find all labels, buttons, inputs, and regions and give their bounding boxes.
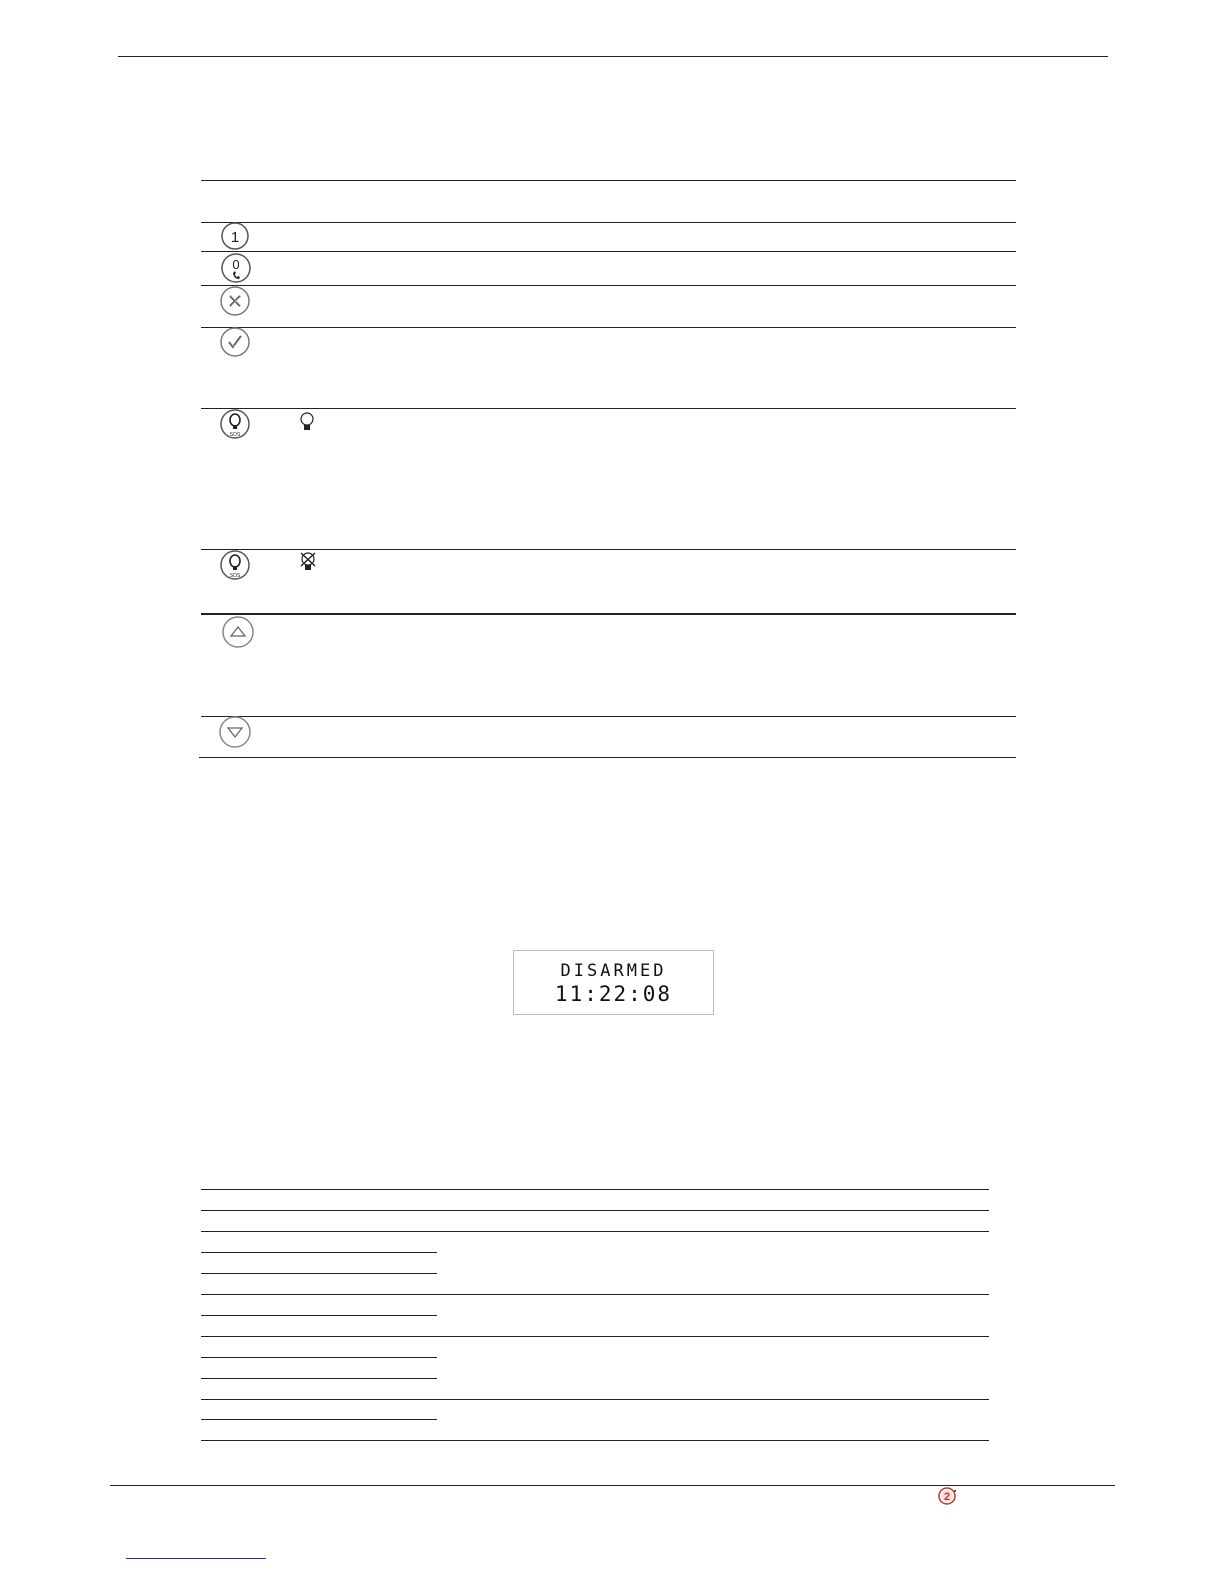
- header-rule: [118, 56, 1108, 57]
- confirm-key-icon: [219, 327, 251, 357]
- lamp-on-icon: [298, 412, 316, 432]
- digit-zero-call-key-icon: [221, 252, 251, 284]
- table-rule: [201, 285, 1016, 286]
- lcd-status-text: DISARMED: [560, 961, 667, 981]
- key-label: 1: [230, 229, 240, 246]
- svg-text:SOS: SOS: [229, 432, 241, 438]
- sos-lamp-key-icon: [219, 550, 251, 580]
- down-arrow-key-icon: [219, 716, 251, 748]
- table-rule: [201, 1378, 437, 1379]
- table-rule: [201, 1210, 989, 1211]
- table-rule: [201, 1399, 989, 1400]
- table-rule: [201, 1294, 989, 1295]
- table-rule: [201, 549, 1016, 550]
- table-rule: [201, 222, 1016, 223]
- table-rule: [199, 757, 1016, 758]
- table-rule: [201, 1189, 989, 1190]
- lcd-time-text: 11:22:08: [554, 982, 673, 1006]
- cancel-key-icon: [219, 286, 251, 316]
- footer-link[interactable]: [126, 1558, 266, 1559]
- table-rule: [201, 180, 1016, 181]
- digit-one-key-icon: [220, 222, 250, 250]
- lamp-off-icon: [298, 551, 318, 571]
- table-rule: [201, 716, 1016, 717]
- table-rule: [201, 1336, 989, 1337]
- table-rule: [201, 251, 1016, 252]
- table-rule: [201, 613, 1016, 615]
- logo-text: 2: [943, 1491, 951, 1503]
- table-rule: [201, 1231, 989, 1232]
- table-rule: [201, 327, 1016, 328]
- table-rule: [201, 408, 1016, 409]
- table-rule: [201, 1252, 437, 1253]
- footer-rule: [110, 1485, 1115, 1486]
- table-rule: [201, 1357, 437, 1358]
- up-arrow-key-icon: [222, 616, 254, 648]
- key-label: 0: [232, 257, 240, 272]
- table-rule: [201, 1273, 437, 1274]
- brand-logo-icon: [937, 1486, 957, 1506]
- sos-lamp-key-icon: [219, 409, 251, 439]
- svg-text:SOS: SOS: [229, 573, 241, 579]
- lcd-display: [513, 950, 714, 1015]
- table-rule: [201, 1440, 989, 1441]
- table-rule: [201, 1419, 437, 1420]
- table-rule: [201, 1315, 437, 1316]
